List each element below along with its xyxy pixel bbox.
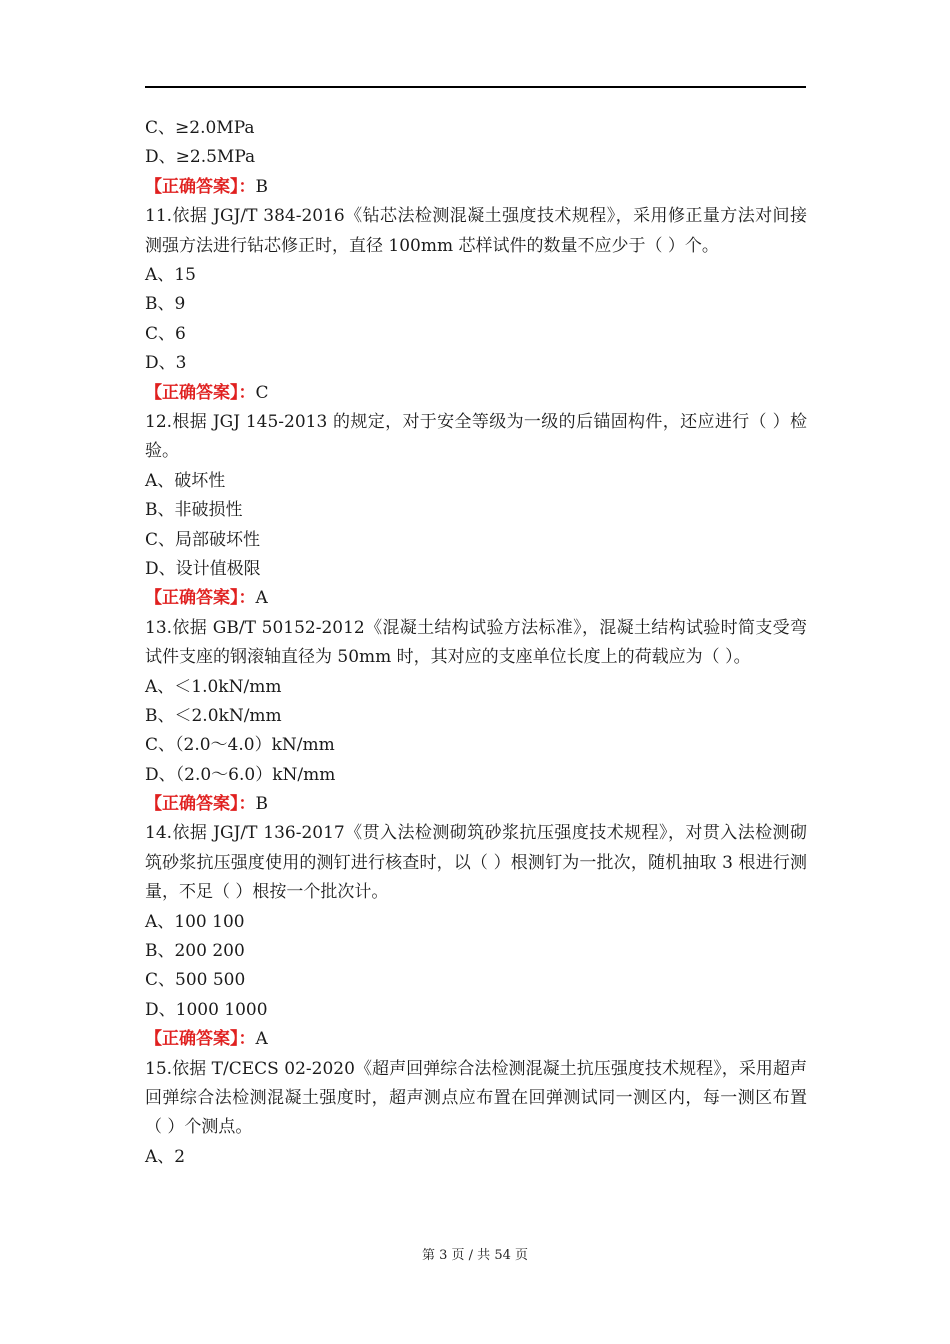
question-text: 11.依据 JGJ/T 384-2016《钻芯法检测混凝土强度技术规程》，采用修正量方法对间接测强方法进行钻芯修正时，直径 100mm 芯样试件的数量不应少于（ ）个。 (145, 206, 807, 256)
option: C、≥2.0MPa (145, 118, 255, 138)
option: A、100 100 (145, 911, 245, 932)
answer-row (145, 173, 807, 202)
option: D、设计值极限 (145, 558, 261, 579)
option: C、6 (145, 323, 186, 344)
option: C、500 500 (145, 970, 246, 991)
answer-row (145, 379, 807, 408)
option: D、≥2.5MPa (145, 147, 256, 168)
answer-label: 【正确答案】： (145, 1029, 256, 1050)
answer-value: B (255, 794, 268, 815)
option: B、＜2.0kN/mm (145, 705, 282, 726)
answer-row (145, 1025, 807, 1054)
header-rule (145, 86, 806, 88)
answer-label: 【正确答案】： (145, 176, 256, 197)
question-text: 13.依据 GB/T 50152-2012《混凝土结构试验方法标准》，混凝土结构试验时简支受弯试件支座的钢滚轴直径为 50mm 时，其对应的支座单位长度上的荷载应为（ ）。 (145, 617, 807, 668)
page-content (145, 114, 807, 1172)
answer-value: A (255, 1029, 268, 1050)
answer-value: C (255, 382, 269, 403)
answer-label: 【正确答案】： (145, 382, 256, 403)
answer-row (145, 584, 807, 613)
option: B、9 (145, 294, 186, 315)
option: C、局部破坏性 (145, 529, 261, 550)
question-text: 15.依据 T/CECS 02-2020《超声回弹综合法检测混凝土抗压强度技术规程》，采用超声回弹综合法检测混凝土强度时，超声测点应布置在回弹测试同一测区内，每一测区布置（ ）个测点。 (145, 1058, 807, 1138)
answer-label: 【正确答案】： (145, 588, 256, 609)
option: D、（2.0～6.0）kN/mm (145, 764, 336, 785)
page-footer: 第 3 页 / 共 54 页 (422, 1248, 528, 1263)
question-text: 12.根据 JGJ 145-2013 的规定，对于安全等级为一级的后锚固构件，还应进行（ ）检验。 (145, 411, 807, 462)
option: D、3 (145, 353, 187, 374)
option: B、200 200 (145, 941, 245, 962)
answer-label: 【正确答案】： (145, 794, 256, 815)
option: A、15 (145, 264, 196, 285)
option: A、破坏性 (145, 470, 226, 491)
option: A、＜1.0kN/mm (145, 676, 282, 697)
option: D、1000 1000 (145, 999, 268, 1020)
option: B、非破损性 (145, 500, 243, 521)
answer-value: A (255, 588, 268, 609)
answer-row (145, 790, 807, 819)
option: A、2 (145, 1146, 186, 1167)
answer-value: B (255, 176, 268, 197)
option: C、（2.0～4.0）kN/mm (145, 735, 335, 756)
question-text: 14.依据 JGJ/T 136-2017《贯入法检测砌筑砂浆抗压强度技术规程》，对贯入法检测砌筑砂浆抗压强度使用的测钉进行核查时，以（ ）根测钉为一批次，随机抽取 3 根进行测量，不足（ ）根按一个批次计。 (145, 823, 807, 903)
